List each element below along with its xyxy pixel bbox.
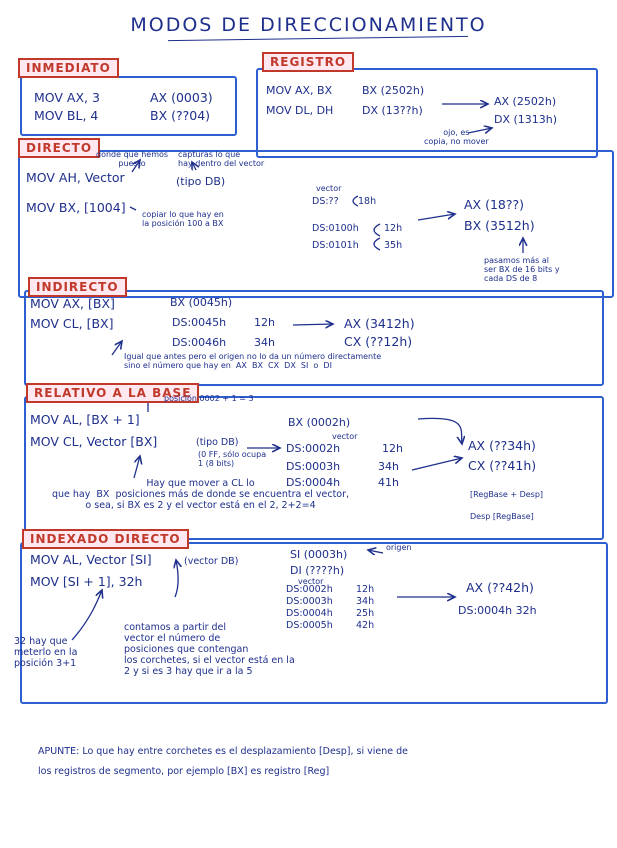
indirecto-bx: BX (0045h): [170, 296, 233, 309]
directo-mem-val-1: 12h: [384, 223, 403, 234]
directo-note-right: pasamos más al ser BX de 16 bits y cada DS de 8: [484, 256, 560, 283]
relativo-result-0: AX (??34h): [468, 438, 536, 453]
registro-after-1: AX (2502h): [494, 95, 557, 108]
relativo-formula-1: [RegBase + Desp]: [470, 490, 544, 499]
indexado-tag: INDEXADO DIRECTO: [22, 529, 189, 549]
page-title: MODOS DE DIRECCIONAMIENTO: [130, 14, 487, 36]
relativo-mem-addr-2: DS:0004h: [286, 476, 341, 489]
registro-instr-1: MOV AX, BX: [266, 84, 333, 97]
directo-result-1: BX (3512h): [464, 218, 535, 233]
inmediato-tag: INMEDIATO: [18, 58, 119, 78]
indexado-regs-note: origen: [386, 543, 412, 552]
inmediato-box: [20, 76, 237, 136]
directo-line-2: MOV BX, [1004]: [26, 200, 126, 215]
directo-mem-addr-1: DS:0100h: [312, 223, 359, 234]
indexado-mem-val-1: 34h: [356, 596, 375, 607]
registro-before-1: BX (2502h): [362, 84, 425, 97]
directo-tipo: (tipo DB): [176, 175, 226, 188]
indexado-mem-val-0: 12h: [356, 584, 375, 595]
relativo-mem-val-2: 41h: [378, 476, 399, 489]
indexado-line-1: MOV AL, Vector [SI]: [30, 552, 152, 567]
relativo-note: Hay que mover a CL lo que hay BX posiciones más de donde se encuentra el vector, o sea, si BX es 2 y el vector está en el 2, 2+2=4: [52, 478, 350, 511]
inmediato-instr-2: MOV BL, 4: [34, 108, 99, 123]
indexado-mem-addr-3: DS:0005h: [286, 620, 333, 631]
relativo-tag: RELATIVO A LA BASE: [26, 383, 199, 403]
relativo-mem-label: vector: [332, 432, 358, 441]
indirecto-result-1: CX (??12h): [344, 334, 413, 349]
directo-note-vector: capturas lo que hay dentro del vector: [178, 150, 265, 168]
relativo-tipo: (tipo DB): [196, 437, 239, 448]
registro-note: ojo, es copia, no mover: [424, 128, 489, 146]
indexado-line-1-note: (vector DB): [184, 556, 239, 567]
registro-before-2: DX (13??h): [362, 104, 423, 117]
indexado-note-center: contamos a partir del vector el número de posiciones que contengan los corchetes, si el vector está en la 2 y si es 3 hay que ir a la 5: [124, 622, 295, 677]
indexado-mem-addr-2: DS:0004h: [286, 608, 333, 619]
indexado-mem-addr-0: DS:0002h: [286, 584, 333, 595]
relativo-line-1: MOV AL, [BX + 1]: [30, 412, 140, 427]
indirecto-line-2: MOV CL, [BX]: [30, 316, 114, 331]
indexado-reg-si: SI (0003h): [290, 548, 348, 561]
relativo-line-2: MOV CL, Vector [BX]: [30, 434, 158, 449]
directo-note-bx: copiar lo que hay en la posición 100 a BX: [142, 210, 224, 228]
indirecto-line-1: MOV AX, [BX]: [30, 296, 115, 311]
indexado-note-left: 32 hay que meterlo en la posición 3+1: [14, 636, 78, 669]
relativo-posicion: posición 0002 + 1 = 3: [164, 394, 254, 403]
directo-mem-val-2: 35h: [384, 240, 403, 251]
indexado-result: AX (??42h): [466, 580, 534, 595]
indirecto-note: Igual que antes pero el origen no lo da un número directamente sino el número que hay en AX BX CX DX SI o DI: [124, 352, 382, 370]
indexado-mem-val-3: 42h: [356, 620, 375, 631]
indexado-reg-di: DI (????h): [290, 564, 345, 577]
indexado-line-2: MOV [SI + 1], 32h: [30, 574, 143, 589]
directo-mem-val-0: 18h: [358, 196, 377, 207]
directo-result-0: AX (18??): [464, 197, 525, 212]
directo-note-ah: donde que hemos puesto: [96, 150, 169, 168]
indirecto-tag: INDIRECTO: [28, 277, 127, 297]
inmediato-result-2: BX (??04): [150, 108, 211, 123]
registro-instr-2: MOV DL, DH: [266, 104, 334, 117]
relativo-mem-addr-0: DS:0002h: [286, 442, 341, 455]
inmediato-instr-1: MOV AX, 3: [34, 90, 100, 105]
indirecto-mem-addr-1: DS:0046h: [172, 336, 227, 349]
relativo-formula-2: Desp [RegBase]: [470, 512, 534, 521]
indirecto-result-0: AX (3412h): [344, 316, 415, 331]
indexado-mem-val-2: 25h: [356, 608, 375, 619]
registro-after-2: DX (1313h): [494, 113, 558, 126]
directo-mem-addr-2: DS:0101h: [312, 240, 359, 251]
relativo-result-1: CX (??41h): [468, 458, 537, 473]
indexado-mem-label: vector: [298, 577, 324, 586]
relativo-bx: BX (0002h): [288, 416, 351, 429]
relativo-mem-val-0: 12h: [382, 442, 403, 455]
directo-mem-addr-0: DS:??: [312, 196, 339, 207]
directo-mem-label: vector: [316, 184, 342, 193]
registro-tag: REGISTRO: [262, 52, 354, 72]
directo-tag: DIRECTO: [18, 138, 100, 158]
indexado-result-2: DS:0004h 32h: [458, 604, 537, 617]
relativo-note-tipo: (0 FF, sólo ocupa 1 (8 bits): [198, 450, 267, 468]
relativo-mem-val-1: 34h: [378, 460, 399, 473]
indirecto-mem-addr-0: DS:0045h: [172, 316, 227, 329]
apunte-note: APUNTE: Lo que hay entre corchetes es el desplazamiento [Desp], si viene de los registros de segmento, por ejemplo [BX] es registro [Reg]: [38, 746, 409, 777]
relativo-mem-addr-1: DS:0003h: [286, 460, 341, 473]
indexado-mem-addr-1: DS:0003h: [286, 596, 333, 607]
inmediato-result-1: AX (0003): [150, 90, 213, 105]
indirecto-mem-val-1: 34h: [254, 336, 275, 349]
directo-line-1: MOV AH, Vector: [26, 170, 125, 185]
indirecto-mem-val-0: 12h: [254, 316, 275, 329]
